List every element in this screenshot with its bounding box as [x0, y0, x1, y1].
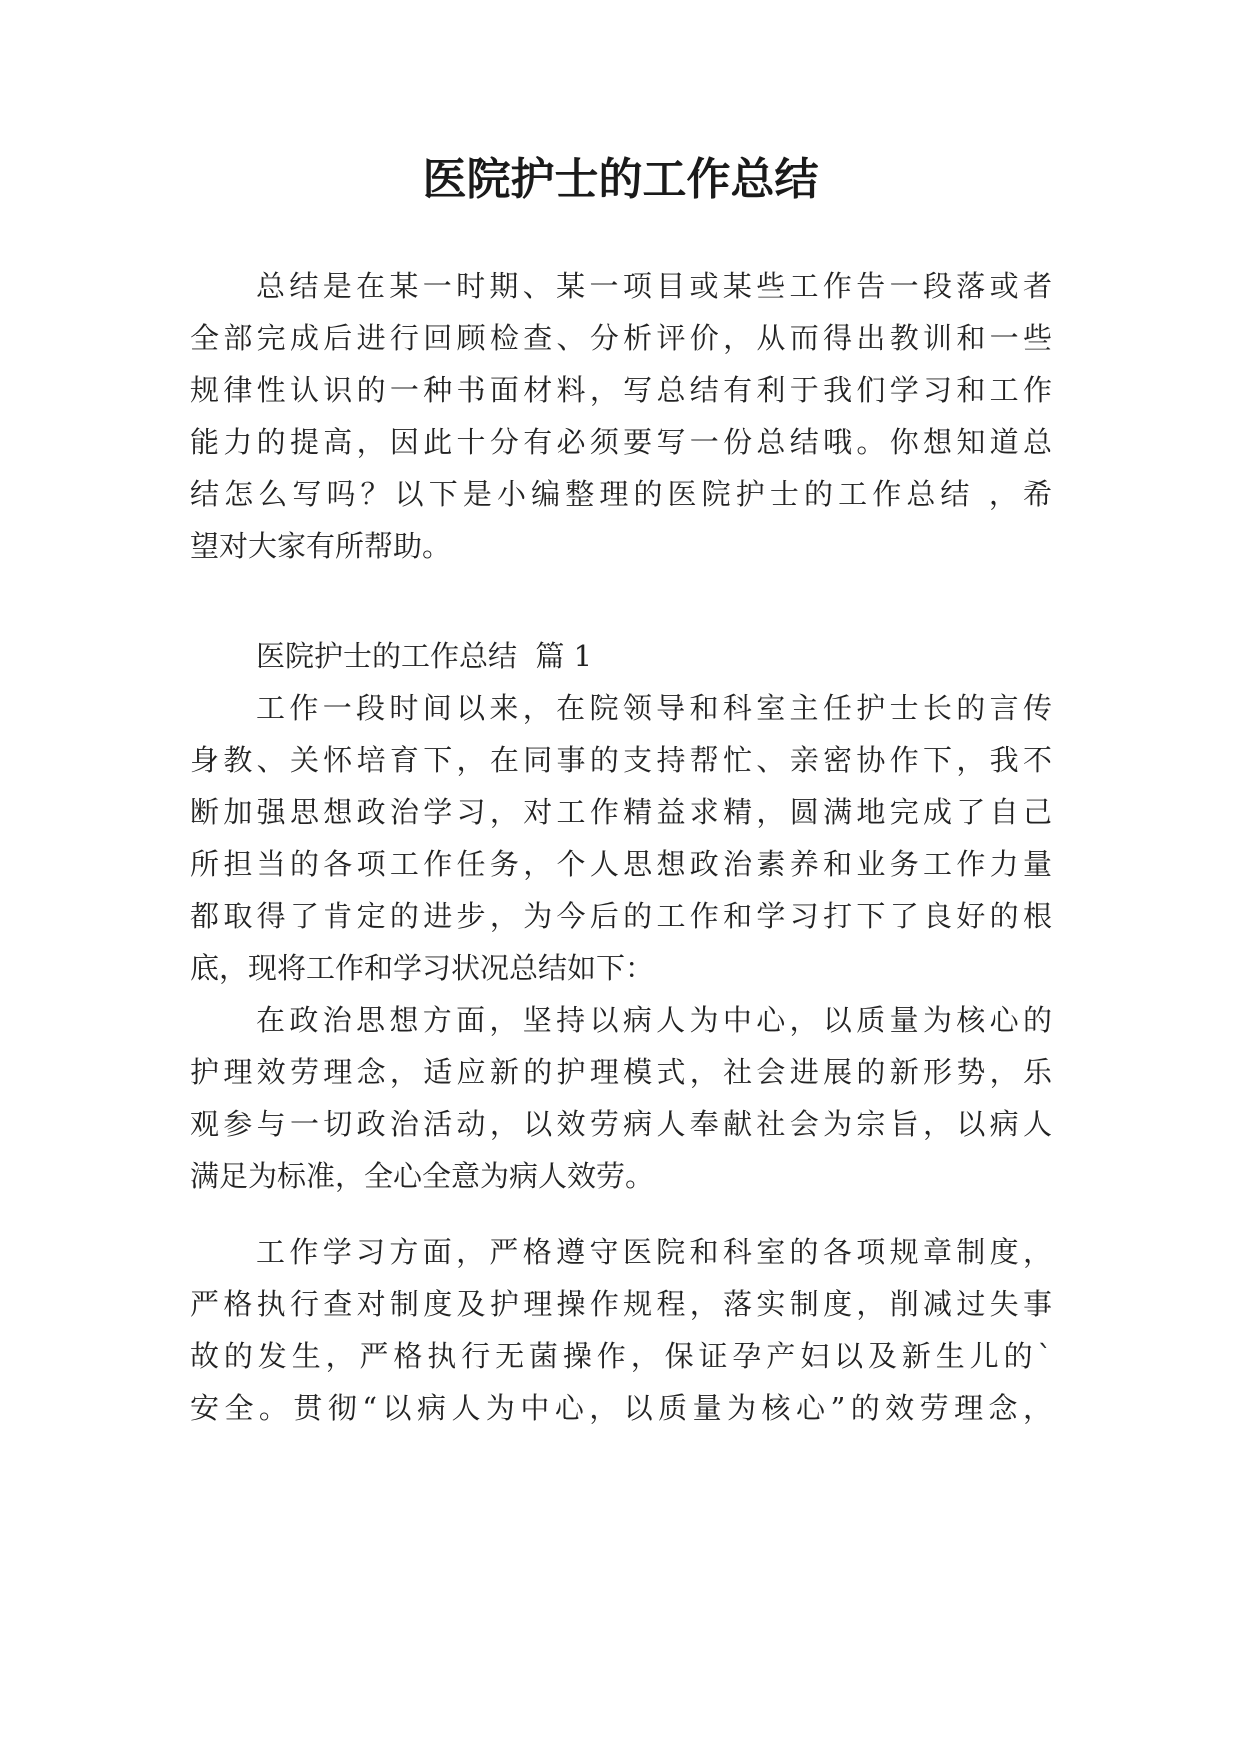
paragraph3-line-2: 严格执行查对制度及护理操作规程，落实制度，削减过失事 — [190, 1287, 1052, 1321]
paragraph2-line-2: 护理效劳理念，适应新的护理模式，社会进展的新形势，乐 — [190, 1055, 1052, 1089]
intro-line-3: 规律性认识的一种书面材料，写总结有利于我们学习和工作 — [190, 373, 1052, 407]
paragraph2-line-4: 满足为标准，全心全意为病人效劳。 — [190, 1159, 655, 1193]
paragraph1-line-2: 身教、关怀培育下，在同事的支持帮忙、亲密协作下，我不 — [190, 743, 1052, 777]
paragraph1-line-5: 都取得了肯定的进步，为今后的工作和学习打下了良好的根 — [190, 899, 1052, 933]
intro-line-6: 望对大家有所帮助。 — [190, 529, 452, 563]
paragraph1-line-6: 底，现将工作和学习状况总结如下： — [190, 951, 655, 985]
paragraph2-line-1: 在政治思想方面，坚持以病人为中心，以质量为核心的 — [256, 1003, 1052, 1037]
section-heading: 医院护士的工作总结 篇 1 — [256, 639, 593, 673]
intro-line-2: 全部完成后进行回顾检查、分析评价，从而得出教训和一些 — [190, 321, 1052, 355]
intro-line-5: 结怎么写吗？以下是小编整理的医院护士的工作总结 ，希 — [190, 477, 1052, 511]
intro-line-1: 总结是在某一时期、某一项目或某些工作告一段落或者 — [256, 269, 1052, 303]
document-title: 医院护士的工作总结 — [422, 154, 819, 205]
paragraph1-line-4: 所担当的各项工作任务，个人思想政治素养和业务工作力量 — [190, 847, 1052, 881]
intro-line-4: 能力的提高，因此十分有必须要写一份总结哦。你想知道总 — [190, 425, 1052, 459]
paragraph3-line-1: 工作学习方面，严格遵守医院和科室的各项规章制度， — [256, 1235, 1052, 1269]
paragraph2-line-3: 观参与一切政治活动，以效劳病人奉献社会为宗旨，以病人 — [190, 1107, 1052, 1141]
paragraph1-line-3: 断加强思想政治学习，对工作精益求精，圆满地完成了自己 — [190, 795, 1052, 829]
paragraph3-line-4: 安全。贯彻“以病人为中心，以质量为核心”的效劳理念， — [190, 1391, 1052, 1425]
paragraph3-line-3: 故的发生，严格执行无菌操作，保证孕产妇以及新生儿的` — [190, 1339, 1052, 1373]
paragraph1-line-1: 工作一段时间以来，在院领导和科室主任护士长的言传 — [256, 691, 1052, 725]
